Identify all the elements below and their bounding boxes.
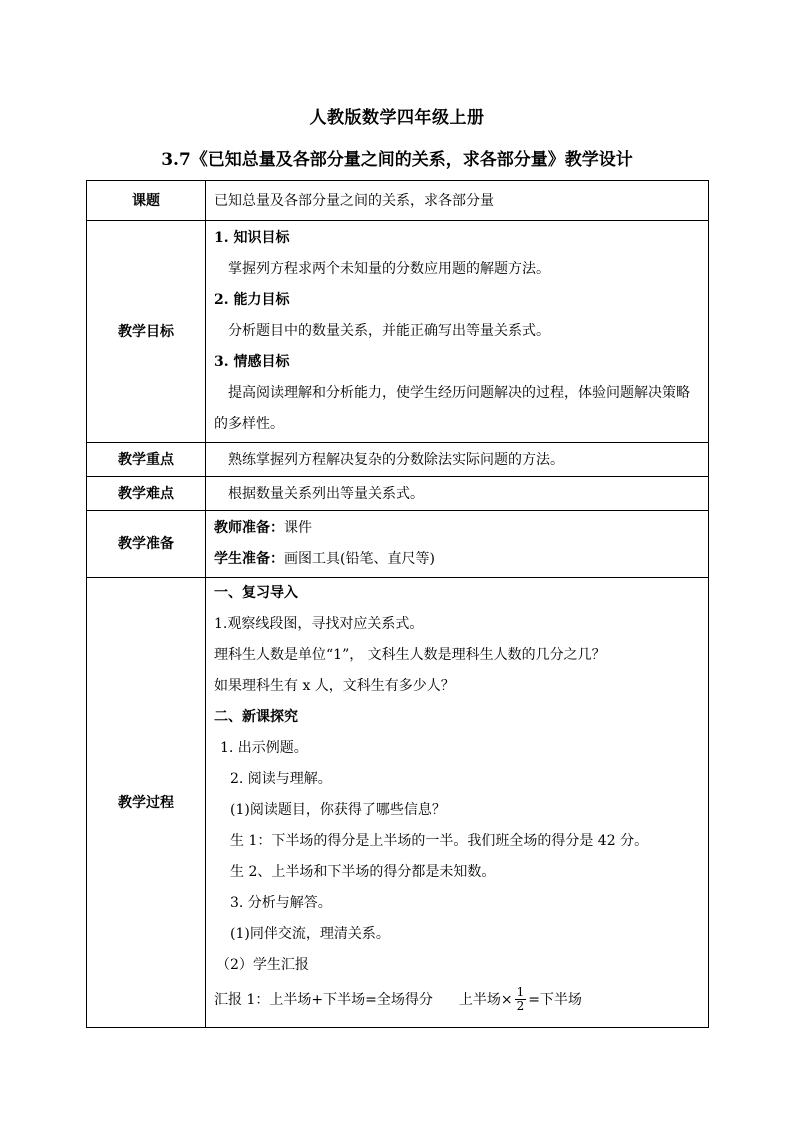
row-label-difficulties: 教学难点 — [87, 477, 206, 511]
report-equation-3: =下半场 — [528, 992, 582, 1008]
row-content-preparation — [206, 511, 709, 578]
report-equation-2: 上半场× — [458, 992, 513, 1008]
row-content-topic — [206, 181, 709, 221]
row-content-objectives — [206, 221, 709, 443]
fraction-one-half — [515, 986, 527, 1013]
fraction-numerator: 1 — [516, 984, 525, 999]
process-line: 理科生人数是单位“1”， 文科生人数是理科生人数的几分之几？ — [214, 647, 606, 663]
teacher-preparation — [214, 513, 702, 544]
row-label-topic: 课题 — [87, 181, 206, 221]
process-line: 1.观察线段图，寻找对应关系式。 — [214, 616, 424, 632]
process-report-line — [214, 981, 702, 1019]
process-line: 2. 阅读与理解。 — [230, 771, 332, 787]
objective-text-ability: 分析题目中的数量关系，并能正确写出等量关系式。 — [228, 323, 550, 339]
document-subtitle: 3.7《已知总量及各部分量之间的关系，求各部分量》教学设计 — [161, 150, 633, 170]
table-row-difficulties — [87, 477, 709, 511]
process-line: 生 2、上半场和下半场的得分都是未知数。 — [230, 864, 496, 880]
row-label-process: 教学过程 — [87, 578, 206, 1028]
table-row-topic — [87, 181, 709, 221]
row-content-difficulties — [206, 477, 709, 511]
student-preparation — [214, 544, 702, 575]
fraction-denominator: 2 — [516, 998, 525, 1013]
process-line: 1. 出示例题。 — [220, 740, 308, 756]
table-row-key-points — [87, 443, 709, 477]
process-line: 如果理科生有 x 人，文科生有多少人？ — [214, 678, 455, 694]
document-title: 人教版数学四年级上册 — [309, 108, 485, 128]
objective-heading-ability: 2. 能力目标 — [214, 292, 290, 308]
process-section-review: 一、复习导入 — [214, 585, 298, 601]
process-section-new-lesson: 二、新课探究 — [214, 709, 298, 725]
process-line: (1)同伴交流，理清关系。 — [230, 926, 390, 942]
table-row-objectives — [87, 221, 709, 443]
objective-text-emotion: 提高阅读理解和分析能力，使学生经历问题解决的过程，体验问题解决策略的多样性。 — [214, 385, 690, 432]
row-content-key-points — [206, 443, 709, 477]
row-content-process — [206, 578, 709, 1028]
lesson-plan-table — [86, 180, 709, 1028]
difficulties-text: 根据数量关系列出等量关系式。 — [228, 485, 424, 502]
process-line: （2）学生汇报 — [216, 957, 309, 973]
student-preparation-label: 学生准备： — [214, 551, 284, 567]
objective-heading-knowledge: 1. 知识目标 — [214, 230, 290, 246]
teacher-preparation-label: 教师准备： — [214, 520, 284, 536]
table-row-process — [87, 578, 709, 1028]
key-points-text: 熟练掌握列方程解决复杂的分数除法实际问题的方法。 — [228, 451, 564, 468]
report-equation-1: 汇报 1：上半场+下半场=全场得分 — [214, 992, 433, 1008]
row-label-key-points: 教学重点 — [87, 443, 206, 477]
objective-text-knowledge: 掌握列方程求两个未知量的分数应用题的解题方法。 — [228, 261, 550, 277]
objective-heading-emotion: 3. 情感目标 — [214, 354, 290, 370]
student-preparation-value: 画图工具(铅笔、直尺等) — [284, 551, 435, 567]
process-line: 生 1：下半场的得分是上半场的一半。我们班全场的得分是 42 分。 — [230, 833, 649, 849]
topic-text: 已知总量及各部分量之间的关系，求各部分量 — [214, 192, 494, 209]
row-label-preparation: 教学准备 — [87, 511, 206, 578]
process-line: (1)阅读题目，你获得了哪些信息？ — [230, 802, 446, 818]
table-row-preparation — [87, 511, 709, 578]
teacher-preparation-value: 课件 — [284, 520, 312, 536]
row-label-objectives: 教学目标 — [87, 221, 206, 443]
process-line: 3. 分析与解答。 — [230, 895, 332, 911]
